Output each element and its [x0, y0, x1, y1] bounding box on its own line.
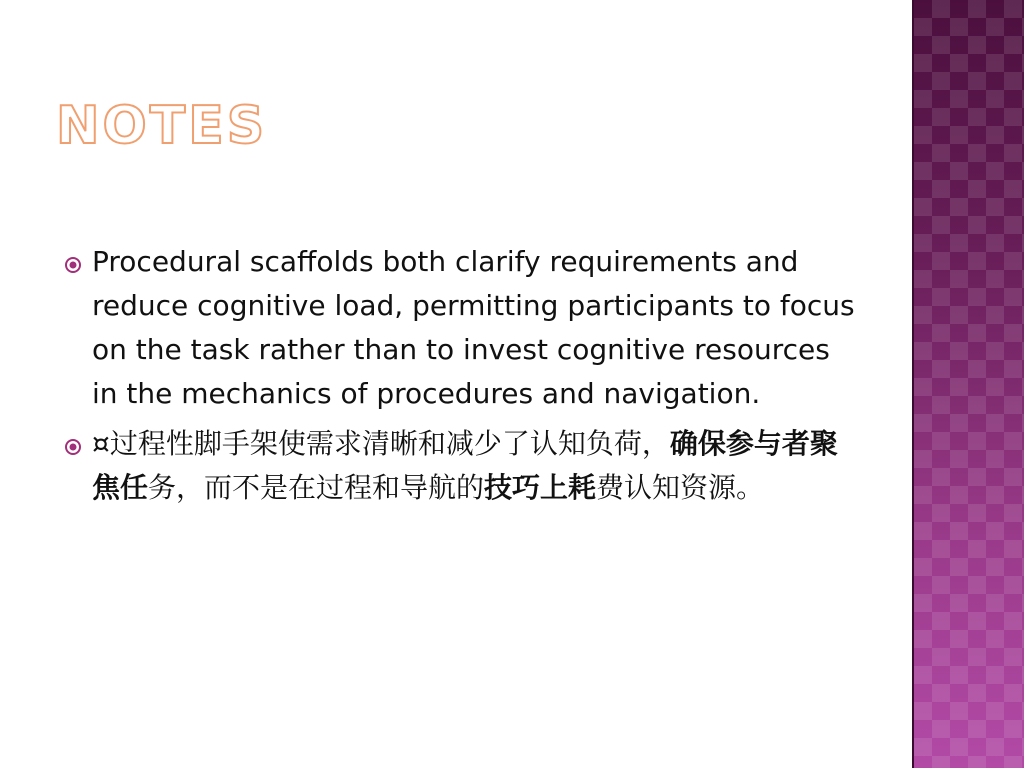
diamond-pattern [914, 0, 1024, 768]
bullet-text-bold1: 确保参与者聚焦任 [92, 427, 838, 504]
bullet-text-part1: 过程性脚手架使需求清晰和减少了认知负荷， [109, 427, 670, 460]
bullet-text-part2: 务，而不是在过程和导航的 [148, 471, 485, 504]
bullet-text-part3: 费认知资源。 [596, 471, 765, 504]
circled-dot-icon [64, 256, 82, 274]
bullet-item-chinese [60, 422, 860, 510]
bullet-prefix: ¤ [92, 427, 110, 460]
slide-title: NOTES [56, 96, 268, 156]
circled-dot-icon [64, 438, 82, 456]
bullet-text-bold2: 技巧上耗 [484, 471, 597, 504]
slide-content [60, 240, 860, 516]
decorative-sidebar [912, 0, 1024, 768]
bullet-text: Procedural scaffolds both clarify requirements and reduce cognitive load, permitting participants to focus on the task rather than to invest cognitive resources in the mechanics of procedures and navigation. [92, 245, 855, 410]
bullet-item-english [60, 240, 860, 416]
